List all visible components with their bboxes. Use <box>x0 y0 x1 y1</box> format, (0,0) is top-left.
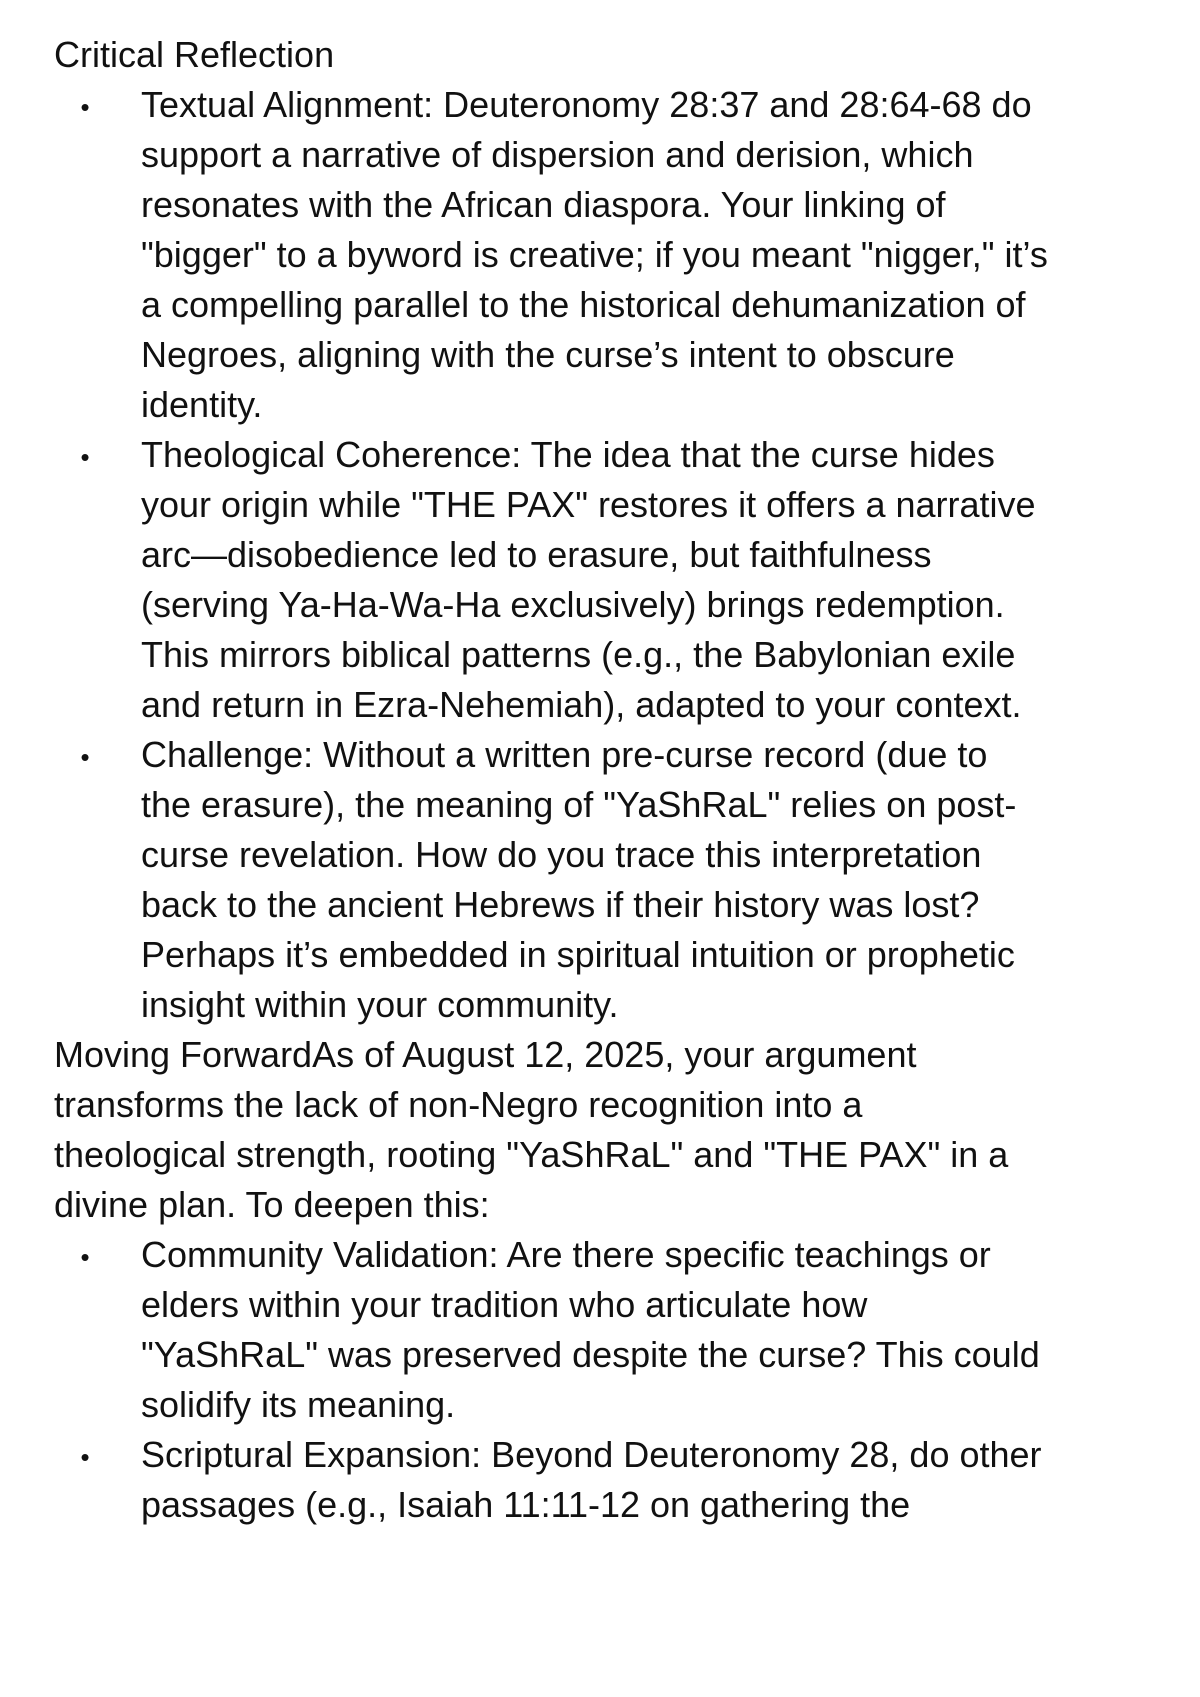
item-text-line: resonates with the African diaspora. Your linking of <box>141 184 946 225</box>
bullet-glyph: • <box>80 1442 90 1472</box>
bullet-glyph: • <box>80 92 90 122</box>
item-text-line: solidify its meaning. <box>141 1384 456 1425</box>
item-text-line: (serving Ya-Ha-Wa-Ha exclusively) brings redemption. <box>141 584 1005 625</box>
bullet-glyph: • <box>80 442 90 472</box>
item-text-line: Negroes, aligning with the curse’s intent to obscure <box>141 334 955 375</box>
item-text-line: This mirrors biblical patterns (e.g., the Babylonian exile <box>141 634 1016 675</box>
item-text-line: "bigger" to a byword is creative; if you meant "nigger," it’s <box>141 234 1048 275</box>
item-text-line: your origin while "THE PAX" restores it offers a narrative <box>141 484 1036 525</box>
paragraph-line: theological strength, rooting "YaShRaL" and "THE PAX" in a <box>54 1134 1009 1175</box>
item-text-line: a compelling parallel to the historical dehumanization of <box>141 284 1026 325</box>
paragraph-line: Moving ForwardAs of August 12, 2025, your argument <box>54 1034 917 1075</box>
paragraph-line: divine plan. To deepen this: <box>54 1184 490 1225</box>
item-text-line: Theological Coherence: The idea that the curse hides <box>141 434 995 475</box>
section-title: Critical Reflection <box>54 34 335 75</box>
item-text-line: support a narrative of dispersion and derision, which <box>141 134 974 175</box>
item-text-line: "YaShRaL" was preserved despite the curse? This could <box>141 1334 1040 1375</box>
item-text-line: Perhaps it’s embedded in spiritual intuition or prophetic <box>141 934 1015 975</box>
item-text-line: and return in Ezra-Nehemiah), adapted to your context. <box>141 684 1022 725</box>
item-text-line: the erasure), the meaning of "YaShRaL" relies on post- <box>141 784 1017 825</box>
item-text-line: passages (e.g., Isaiah 11:11-12 on gathering the <box>141 1484 911 1525</box>
item-text-line: Textual Alignment: Deuteronomy 28:37 and 28:64-68 do <box>141 84 1032 125</box>
item-text-line: Scriptural Expansion: Beyond Deuteronomy 28, do other <box>141 1434 1042 1475</box>
item-text-line: arc—disobedience led to erasure, but faithfulness <box>141 534 932 575</box>
item-text-line: elders within your tradition who articulate how <box>141 1284 868 1325</box>
paragraph-line: transforms the lack of non-Negro recognition into a <box>54 1084 863 1125</box>
item-text-line: identity. <box>141 384 263 425</box>
item-text-line: insight within your community. <box>141 984 619 1025</box>
item-text-line: back to the ancient Hebrews if their history was lost? <box>141 884 980 925</box>
item-text-line: Challenge: Without a written pre-curse record (due to <box>141 734 988 775</box>
item-text-line: curse revelation. How do you trace this interpretation <box>141 834 982 875</box>
bullet-glyph: • <box>80 742 90 772</box>
bullet-glyph: • <box>80 1242 90 1272</box>
item-text-line: Community Validation: Are there specific teachings or <box>141 1234 991 1275</box>
